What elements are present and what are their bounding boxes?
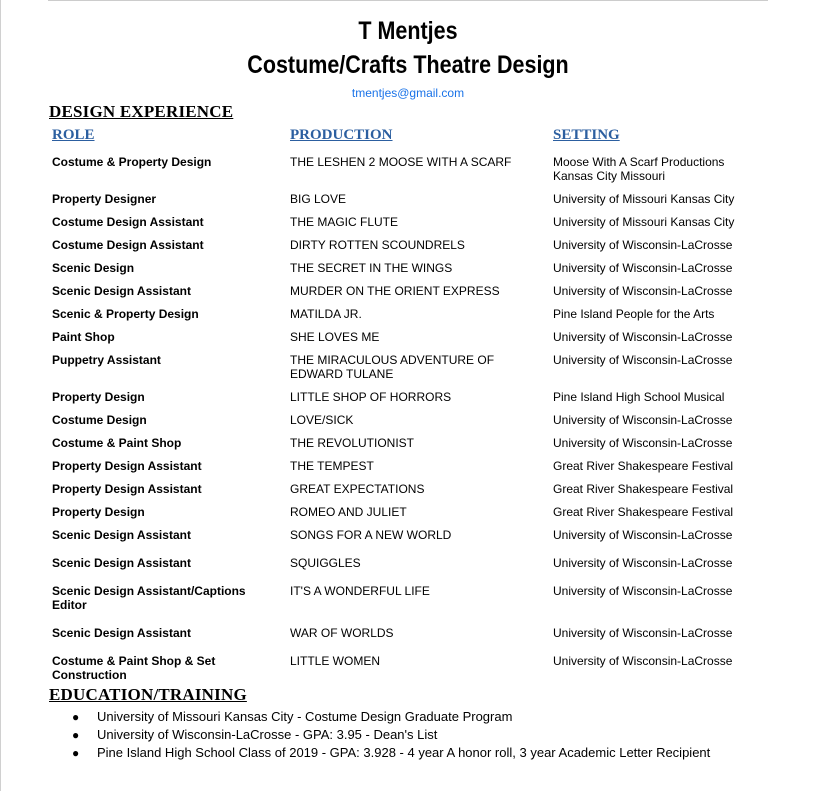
page-left-border [0,0,1,791]
production-cell: THE SECRET IN THE WINGS [290,261,453,275]
bullet-icon: ● [72,746,80,760]
role-cell: Property Designer [52,192,157,206]
education-item-text: University of Missouri Kansas City - Costume Design Graduate Program [97,709,513,724]
bullet-icon: ● [72,710,80,724]
production-cell: BIG LOVE [290,192,347,206]
role-cell: Scenic Design Assistant [52,556,191,570]
column-header-production: PRODUCTION [290,127,393,143]
resume-header [0,14,816,102]
role-cell: Puppetry Assistant [52,353,161,367]
role-cell: Paint Shop [52,330,115,344]
production-cell: IT'S A WONDERFUL LIFE [290,584,430,598]
education-item-text: University of Wisconsin-LaCrosse - GPA: 3.95 - Dean's List [97,727,438,742]
setting-cell: University of Wisconsin-LaCrosse [553,556,733,570]
top-rule [48,0,768,1]
column-header-setting: SETTING [553,127,620,143]
setting-cell: University of Wisconsin-LaCrosse [553,584,733,598]
production-cell: LITTLE SHOP OF HORRORS [290,390,452,404]
production-cell: DIRTY ROTTEN SCOUNDRELS [290,238,465,252]
production-cell: SONGS FOR A NEW WORLD [290,528,452,542]
design-experience-heading: DESIGN EXPERIENCE [49,102,234,121]
production-cell: THE MIRACULOUS ADVENTURE OF EDWARD TULANE [290,353,495,381]
role-cell: Scenic Design Assistant [52,284,191,298]
setting-cell: University of Wisconsin-LaCrosse [553,284,733,298]
role-cell: Property Design [52,505,145,519]
setting-cell: Moose With A Scarf Productions Kansas City Missouri [553,155,725,183]
role-cell: Property Design Assistant [52,482,202,496]
production-cell: SHE LOVES ME [290,330,380,344]
production-cell: THE REVOLUTIONIST [290,436,415,450]
column-header-role: ROLE [52,127,95,143]
role-cell: Scenic Design [52,261,135,275]
bullet-icon: ● [72,728,80,742]
production-cell: THE TEMPEST [290,459,374,473]
role-cell: Scenic & Property Design [52,307,199,321]
production-cell: MURDER ON THE ORIENT EXPRESS [290,284,500,298]
resume-subtitle: Costume/Crafts Theatre Design [247,51,569,79]
role-cell: Costume Design Assistant [52,215,204,229]
setting-cell: University of Wisconsin-LaCrosse [553,238,733,252]
setting-cell: University of Wisconsin-LaCrosse [553,353,733,367]
setting-cell: Great River Shakespeare Festival [553,482,734,496]
education-list [0,709,816,763]
production-cell: GREAT EXPECTATIONS [290,482,425,496]
education-heading: EDUCATION/TRAINING [49,685,247,704]
production-cell: LITTLE WOMEN [290,654,381,668]
setting-cell: Pine Island High School Musical [553,390,725,404]
setting-cell: University of Wisconsin-LaCrosse [553,261,733,275]
list-item [0,745,816,763]
setting-cell: University of Wisconsin-LaCrosse [553,654,733,668]
setting-cell: Great River Shakespeare Festival [553,459,734,473]
role-cell: Costume & Paint Shop [52,436,182,450]
person-name: T Mentjes [358,17,458,45]
setting-cell: University of Wisconsin-LaCrosse [553,436,733,450]
setting-cell: University of Missouri Kansas City [553,192,735,206]
role-cell: Costume & Paint Shop & Set Construction [52,654,216,682]
role-cell: Costume Design [52,413,147,427]
production-cell: MATILDA JR. [290,307,362,321]
setting-cell: University of Wisconsin-LaCrosse [553,413,733,427]
list-item [0,727,816,745]
setting-cell: University of Wisconsin-LaCrosse [553,330,733,344]
production-cell: WAR OF WORLDS [290,626,394,640]
role-cell: Scenic Design Assistant [52,528,191,542]
setting-cell: University of Missouri Kansas City [553,215,735,229]
list-item [0,709,816,727]
role-cell: Scenic Design Assistant/Captions Editor [52,584,246,612]
setting-cell: Great River Shakespeare Festival [553,505,734,519]
production-cell: ROMEO AND JULIET [290,505,407,519]
production-cell: LOVE/SICK [290,413,354,427]
role-cell: Property Design [52,390,145,404]
email-link[interactable]: tmentjes@gmail.com [351,86,465,100]
setting-cell: Pine Island People for the Arts [553,307,715,321]
setting-cell: University of Wisconsin-LaCrosse [553,626,733,640]
role-cell: Scenic Design Assistant [52,626,191,640]
production-cell: THE LESHEN 2 MOOSE WITH A SCARF [290,155,512,169]
education-item-text: Pine Island High School Class of 2019 - GPA: 3.928 - 4 year A honor roll, 3 year Academic Letter Recipient [97,745,711,760]
production-cell: SQUIGGLES [290,556,361,570]
role-cell: Costume & Property Design [52,155,212,169]
role-cell: Property Design Assistant [52,459,202,473]
role-cell: Costume Design Assistant [52,238,204,252]
setting-cell: University of Wisconsin-LaCrosse [553,528,733,542]
production-cell: THE MAGIC FLUTE [290,215,399,229]
